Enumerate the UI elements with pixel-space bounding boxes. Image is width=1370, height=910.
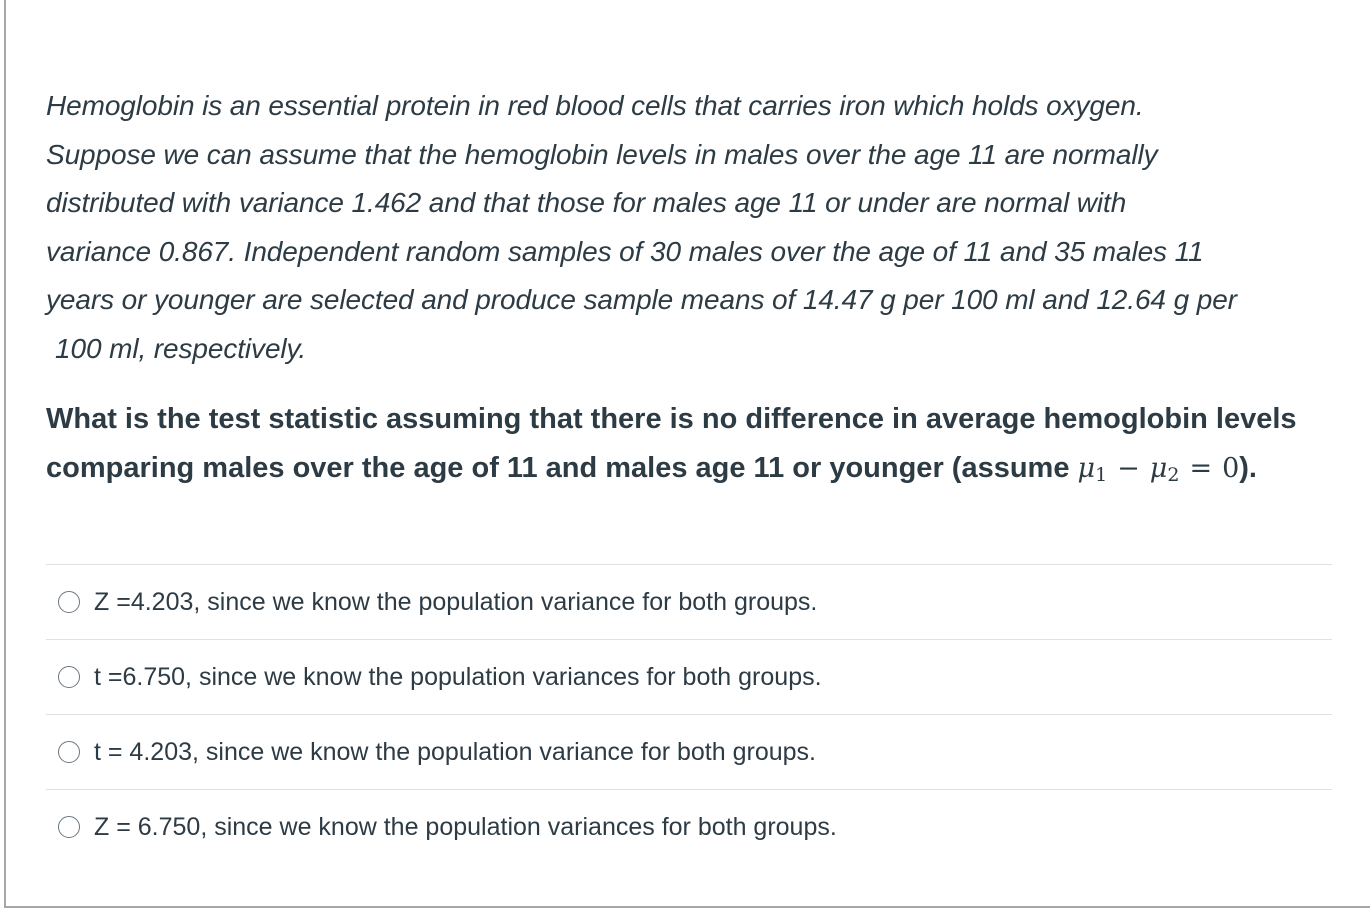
- equals-sign: =: [1189, 452, 1213, 484]
- answer-label: Z = 6.750, since we know the population variances for both groups.: [94, 812, 837, 841]
- passage-line: years or younger are selected and produce sample means of 14.47 g per 100 ml and 12.64 g per: [46, 284, 1237, 315]
- answer-label: t =6.750, since we know the population variances for both groups.: [94, 662, 822, 691]
- minus-sign: −: [1117, 452, 1140, 484]
- answer-option[interactable]: [46, 714, 1332, 789]
- question-line-2-end: ).: [1239, 451, 1257, 484]
- question-line-2-text: comparing males over the age of 11 and males age 11 or younger (assume: [46, 451, 1078, 484]
- mu-symbol: μ: [1077, 452, 1096, 484]
- question-line-2: [46, 444, 1336, 500]
- radio-button[interactable]: [58, 816, 80, 838]
- subscript-1: 1: [1095, 463, 1108, 486]
- zero-value: 0: [1222, 452, 1240, 484]
- passage-line: distributed with variance 1.462 and that those for males age 11 or under are normal with: [46, 187, 1127, 218]
- answer-label: t = 4.203, since we know the population variance for both groups.: [94, 737, 816, 766]
- answer-label: Z =4.203, since we know the population variance for both groups.: [94, 587, 818, 616]
- passage-line: Hemoglobin is an essential protein in red blood cells that carries iron which holds oxygen.: [46, 90, 1144, 121]
- subscript-2: 2: [1167, 463, 1180, 486]
- passage-line: Suppose we can assume that the hemoglobin levels in males over the age 11 are normally: [46, 138, 1158, 170]
- question-passage: [46, 82, 1336, 373]
- passage-line: variance 0.867. Independent random samples of 30 males over the age of 11 and 35 males 11: [46, 235, 1204, 267]
- question-line-1: What is the test statistic assuming that there is no difference in average hemoglobin levels: [46, 403, 1297, 435]
- hypothesis-formula: [1078, 453, 1240, 484]
- mu-symbol: μ: [1149, 452, 1168, 484]
- radio-button[interactable]: [58, 741, 80, 763]
- answer-list: [46, 564, 1332, 864]
- answer-option[interactable]: [46, 639, 1332, 714]
- radio-button[interactable]: [58, 591, 80, 613]
- passage-line: 100 ml, respectively.: [55, 332, 307, 364]
- question-prompt: [46, 395, 1336, 499]
- answer-option[interactable]: [46, 789, 1332, 864]
- radio-button[interactable]: [58, 666, 80, 688]
- answer-option[interactable]: [46, 564, 1332, 639]
